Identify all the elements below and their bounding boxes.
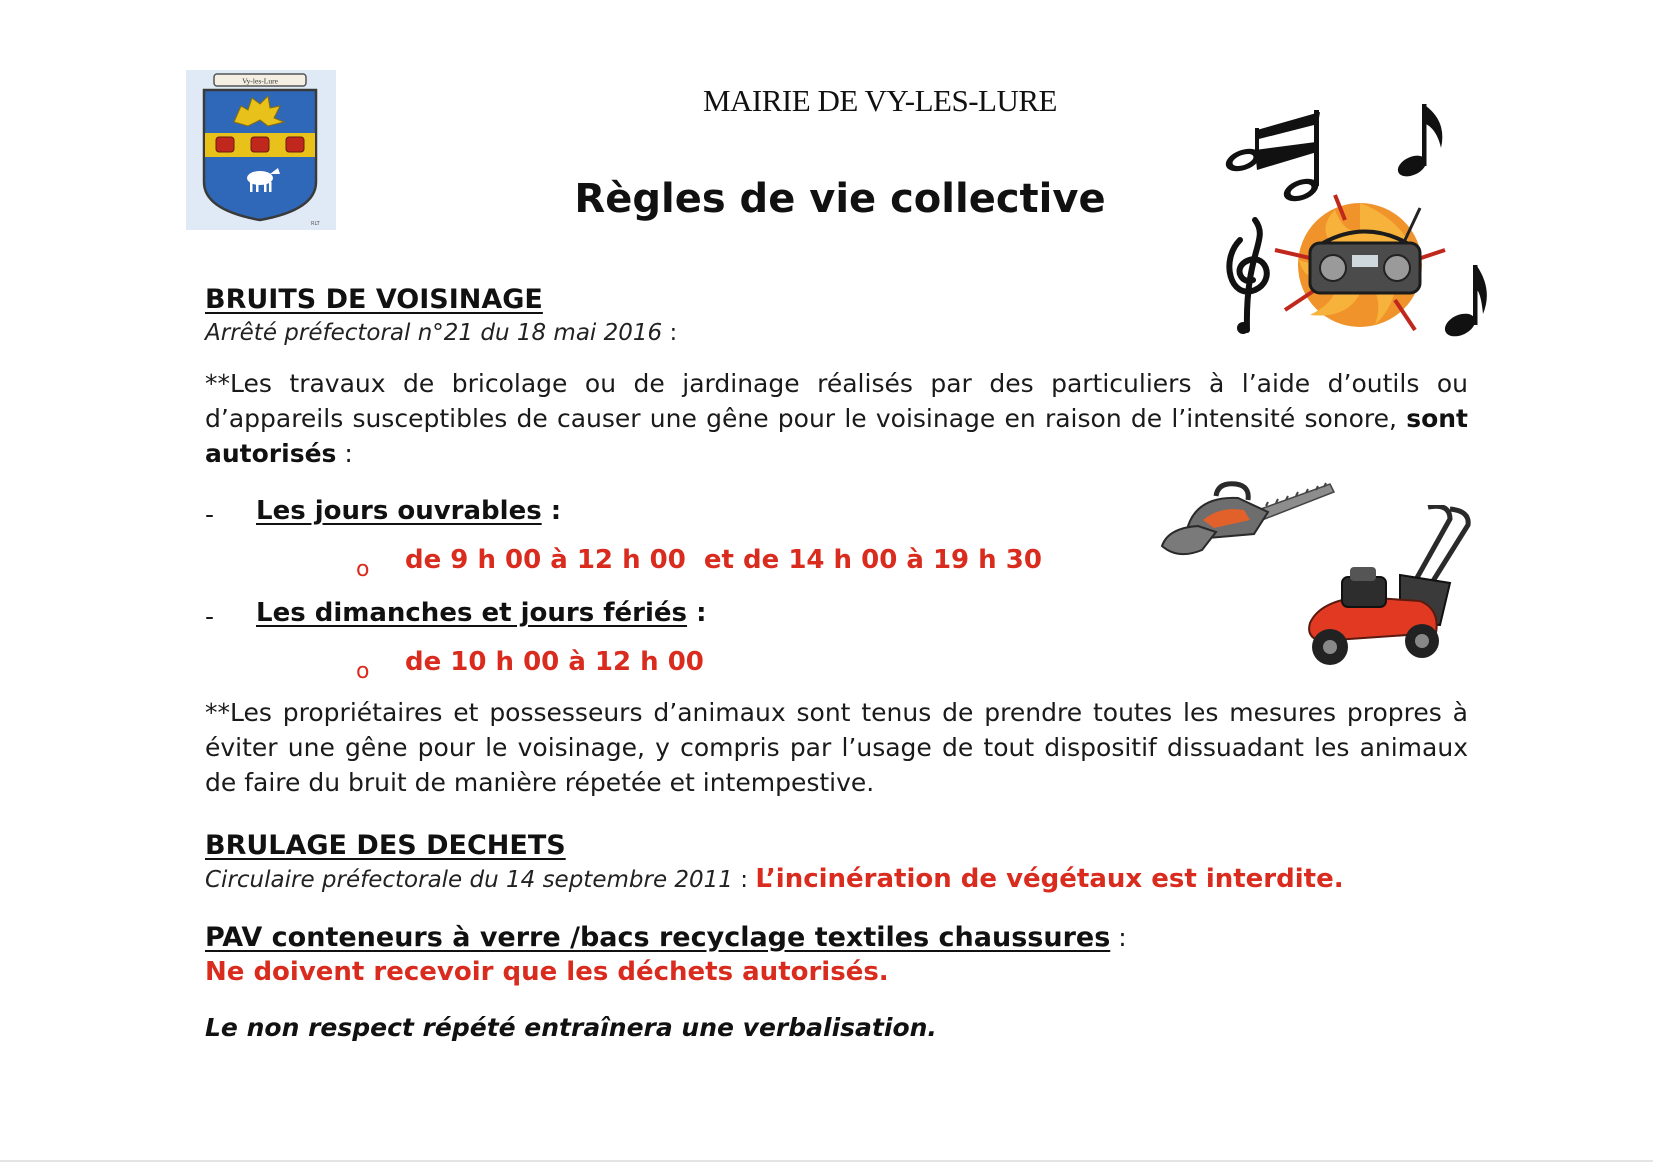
section-heading-bruits: BRUITS DE VOISINAGE [205,284,543,315]
bruits-reference [205,320,677,346]
crest-label: Vy-les-Lure [242,76,278,86]
town-hall-name: MAIRIE DE VY-LES-LURE [702,83,1057,118]
lawn-mower-image [1300,505,1480,675]
crest-image [186,70,336,230]
brulage-line [205,864,1344,894]
weekdays-hours: de 9 h 00 à 12 h 00 et de 14 h 00 à 19 h 30 [405,545,1042,575]
dash-weekdays: - [205,500,215,529]
bruits-reference-text: Arrêté préfectoral n°21 du 18 mai 2016 [205,320,663,346]
bruits-para1-text: **Les travaux de bricolage ou de jardinage réalisés par des particuliers à l’aide d’outils ou d’appareils susceptibles de causer une gêne pour le voisinage en raison de l’intensité sonore, [205,369,1468,433]
section-heading-pav: PAV conteneurs à verre /bacs recyclage textiles chaussures [205,922,1111,953]
svg-text:RLT: RLT [311,221,320,227]
sundays-label-text: Les dimanches et jours fériés [256,598,688,628]
music-notes-icon [1215,100,1490,345]
sundays-label [256,598,706,628]
section-heading-brulage: BRULAGE DES DECHETS [205,830,566,861]
brulage-rule: L’incinération de végétaux est interdite. [755,864,1344,894]
brulage-separator: : [732,867,756,893]
bruits-para1-end: : [336,439,353,468]
weekdays-label [256,496,561,526]
page-title: Règles de vie collective [574,176,1106,222]
bruits-paragraph-1 [205,366,1468,471]
pav-colon: : [1110,923,1127,952]
sundays-hours: de 10 h 00 à 12 h 00 [405,647,704,677]
bruits-paragraph-2: **Les propriétaires et possesseurs d’animaux sont tenus de prendre toutes les mesures propres à éviter une gêne pour le voisinage, y compris par l’usage de tout dispositif dissuadant les animaux de faire du bruit de manière répetée et intempestive. [205,698,1468,797]
music-illustration [1215,100,1490,345]
bullet-sundays: o [356,659,370,684]
bruits-reference-colon: : [662,320,678,346]
weekdays-label-colon: : [541,496,562,526]
weekdays-label-text: Les jours ouvrables [256,496,542,526]
pav-heading-line [205,922,1127,953]
bullet-weekdays: o [356,557,370,582]
pav-rule: Ne doivent recevoir que les déchets autorisés. [205,957,889,987]
bruits-para1-bold: sont autorisés [205,404,1468,468]
final-warning: Le non respect répété entraînera une verbalisation. [205,1013,937,1042]
scan-edge [0,1160,1653,1162]
dash-sundays: - [205,602,215,631]
crest-icon [186,70,336,230]
sundays-label-colon: : [687,598,707,628]
brulage-reference: Circulaire préfectorale du 14 septembre 2011 [205,867,733,893]
lawn-mower-icon [1300,505,1480,675]
